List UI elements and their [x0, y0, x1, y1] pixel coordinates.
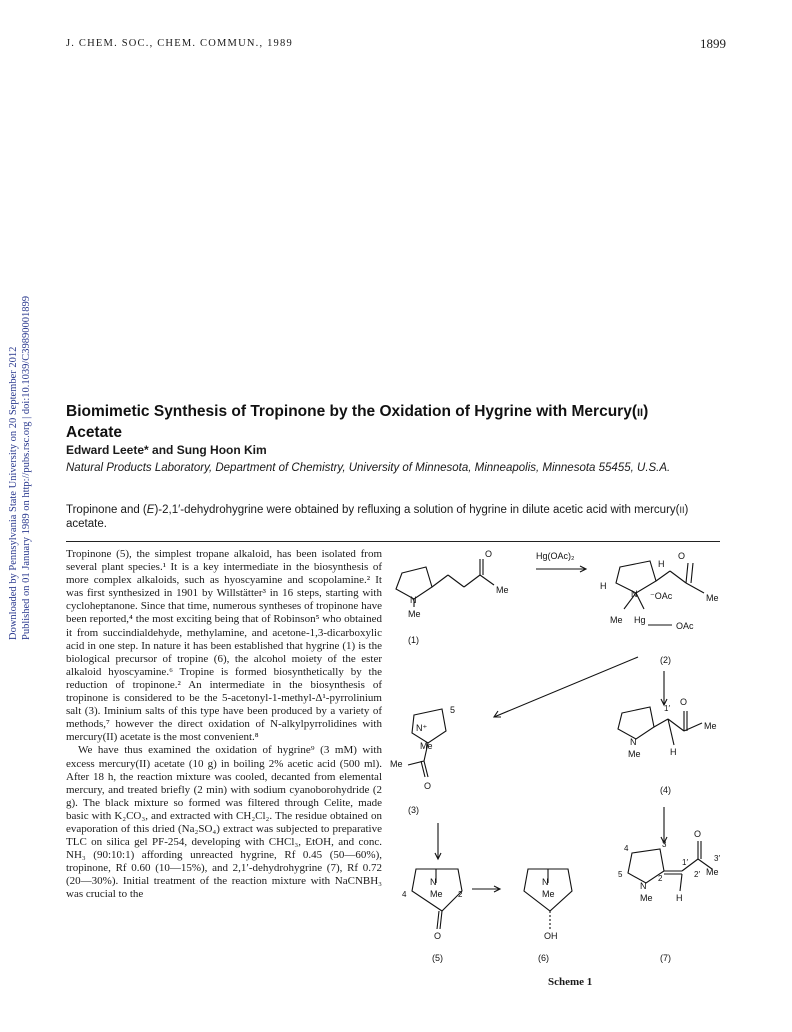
svg-text:1′: 1′ — [664, 704, 670, 713]
svg-text:2′: 2′ — [694, 870, 700, 879]
svg-text:(5): (5) — [432, 953, 443, 963]
svg-text:(7): (7) — [660, 953, 671, 963]
svg-text:Me: Me — [610, 615, 623, 625]
paragraph-2: We have thus examined the oxidation of hygrine⁹ (3 mM) with excess mercury(II) acetate (10 g) in boiling 2% acetic acid (500 ml). After 18 h, the reaction mixture was cooled, decanted from elemental mercury, and treated briefly (2 min) with sodium cyanoborohydride (2 g). The black mixture so formed was filtered through Celite, made basic with K₂CO₃, and extracted with CH₂Cl₂. The residue obtained on evaporation of this dried (Na₂SO₄) extract was subjected to preparative TLC on silica gel PF-254, developing with CHCl₃, EtOH, and conc. NH₃ (90:10:1) affording unreacted hygrine, Rf 0.45 (50—60%), tropinone, Rf 0.60 (10—15%), and 2,1′-dehydrohygrine (7), Rf 0.72 (20—30%). Initial treatment of the reaction mixture with NaCNBH₃ was crucial to the — [66, 744, 382, 901]
watermark-line-1: Downloaded by Pennsylvania State University on 20 September 2012 — [8, 346, 19, 640]
svg-text:Me: Me — [420, 741, 433, 751]
svg-text:2: 2 — [458, 890, 463, 899]
scheme-caption: Scheme 1 — [548, 976, 593, 988]
svg-text:O: O — [694, 829, 702, 839]
body-text — [66, 548, 382, 902]
compound-6 — [524, 869, 572, 963]
svg-text:(4): (4) — [660, 785, 671, 795]
svg-text:Me: Me — [706, 867, 719, 877]
svg-text:Hg(OAc)₂: Hg(OAc)₂ — [536, 551, 575, 561]
svg-text:⁻OAc: ⁻OAc — [650, 591, 673, 601]
reaction-scheme — [388, 545, 728, 1005]
article-abstract: Tropinone and (E)-2,1′-dehydrohygrine were obtained by refluxing a solution of hygrine in dilute acetic acid with mercury(II) acetate. — [66, 504, 689, 530]
svg-text:OAc: OAc — [676, 621, 694, 631]
svg-text:4: 4 — [624, 844, 629, 853]
svg-text:O: O — [434, 931, 442, 941]
svg-text:N: N — [630, 737, 637, 747]
svg-text:O: O — [485, 549, 493, 559]
svg-text:N: N — [631, 589, 638, 599]
svg-text:4: 4 — [402, 890, 407, 899]
svg-text:N⁺: N⁺ — [416, 723, 428, 733]
svg-text:N: N — [640, 881, 647, 891]
compound-4 — [618, 697, 717, 795]
compound-3 — [390, 705, 455, 815]
svg-text:H: H — [676, 893, 683, 903]
svg-text:(3): (3) — [408, 805, 419, 815]
svg-text:3′: 3′ — [714, 854, 720, 863]
compound-7 — [618, 829, 720, 963]
download-watermark — [6, 240, 36, 640]
svg-text:H: H — [600, 581, 607, 591]
svg-text:Me: Me — [430, 889, 443, 899]
svg-text:1′: 1′ — [682, 858, 688, 867]
svg-text:5: 5 — [618, 870, 623, 879]
svg-text:Me: Me — [496, 585, 509, 595]
svg-text:5: 5 — [450, 705, 456, 715]
svg-text:N: N — [542, 877, 549, 887]
svg-text:Me: Me — [542, 889, 555, 899]
svg-text:O: O — [424, 781, 432, 791]
compound-1 — [396, 549, 509, 645]
svg-text:3: 3 — [662, 840, 667, 849]
svg-text:Me: Me — [704, 721, 717, 731]
compound-2 — [600, 551, 719, 665]
watermark-line-2: Published on 01 January 1989 on http://pubs.rsc.org | doi:10.1039/C39890001899 — [21, 295, 32, 640]
svg-text:N: N — [410, 595, 417, 605]
compound-5 — [402, 869, 463, 963]
svg-text:(2): (2) — [660, 655, 671, 665]
svg-text:Hg: Hg — [634, 615, 646, 625]
svg-text:OH: OH — [544, 931, 558, 941]
svg-text:O: O — [678, 551, 686, 561]
page-number: 1899 — [700, 36, 726, 51]
svg-text:Me: Me — [706, 593, 719, 603]
article-authors: Edward Leete* and Sung Hoon Kim — [66, 443, 267, 457]
svg-text:Me: Me — [628, 749, 641, 759]
abstract-divider — [66, 541, 720, 542]
svg-text:Me: Me — [640, 893, 653, 903]
svg-text:H: H — [658, 559, 665, 569]
svg-text:N: N — [430, 877, 437, 887]
running-head: J. CHEM. SOC., CHEM. COMMUN., 1989 — [66, 38, 293, 49]
paragraph-1: Tropinone (5), the simplest tropane alkaloid, has been isolated from several plant species.¹ It is a key intermediate in the biosynthesis of more complex alkaloids, such as hyoscyamine and scopolamine.² It was first synthesized in 1901 by Willstätter³ in 16 steps, starting with cycloheptanone. Since that time, numerous syntheses of tropinone have been reported,⁴ the most exciting being that of Robinson⁵ who obtained it from succindialdehyde, methylamine, and acetone-1,3-dicarboxylic acid in one step. In nature it has been established that hygrine (1) is the biological precursor of tropine (6), the alcohol moiety of the ester alkaloid hyoscyamine.⁶ Tropine is formed biosynthetically by the reduction of tropinone.² An intermediate in the biosynthesis of tropinone is considered to be the 5-acetonyl-1-methyl-Δ¹-pyrrolinium salt (3). Iminium salts of this type have been produced by a variety of methods,⁷ however the direct oxidation of N-alkylpyrrolidines with mercury(II) acetate is the most convenient.⁸ — [66, 548, 382, 744]
svg-text:Me: Me — [408, 609, 421, 619]
svg-text:H: H — [670, 747, 677, 757]
article-affiliation: Natural Products Laboratory, Department of Chemistry, University of Minnesota, Minneapolis, Minnesota 55455, U.S.A. — [66, 462, 671, 474]
svg-text:(1): (1) — [408, 635, 419, 645]
svg-text:O: O — [680, 697, 688, 707]
svg-text:2: 2 — [658, 874, 663, 883]
svg-text:Me: Me — [390, 759, 403, 769]
svg-text:(6): (6) — [538, 953, 549, 963]
article-title: Biomimetic Synthesis of Tropinone by the Oxidation of Hygrine with Mercury(II) Acetate — [66, 403, 649, 441]
